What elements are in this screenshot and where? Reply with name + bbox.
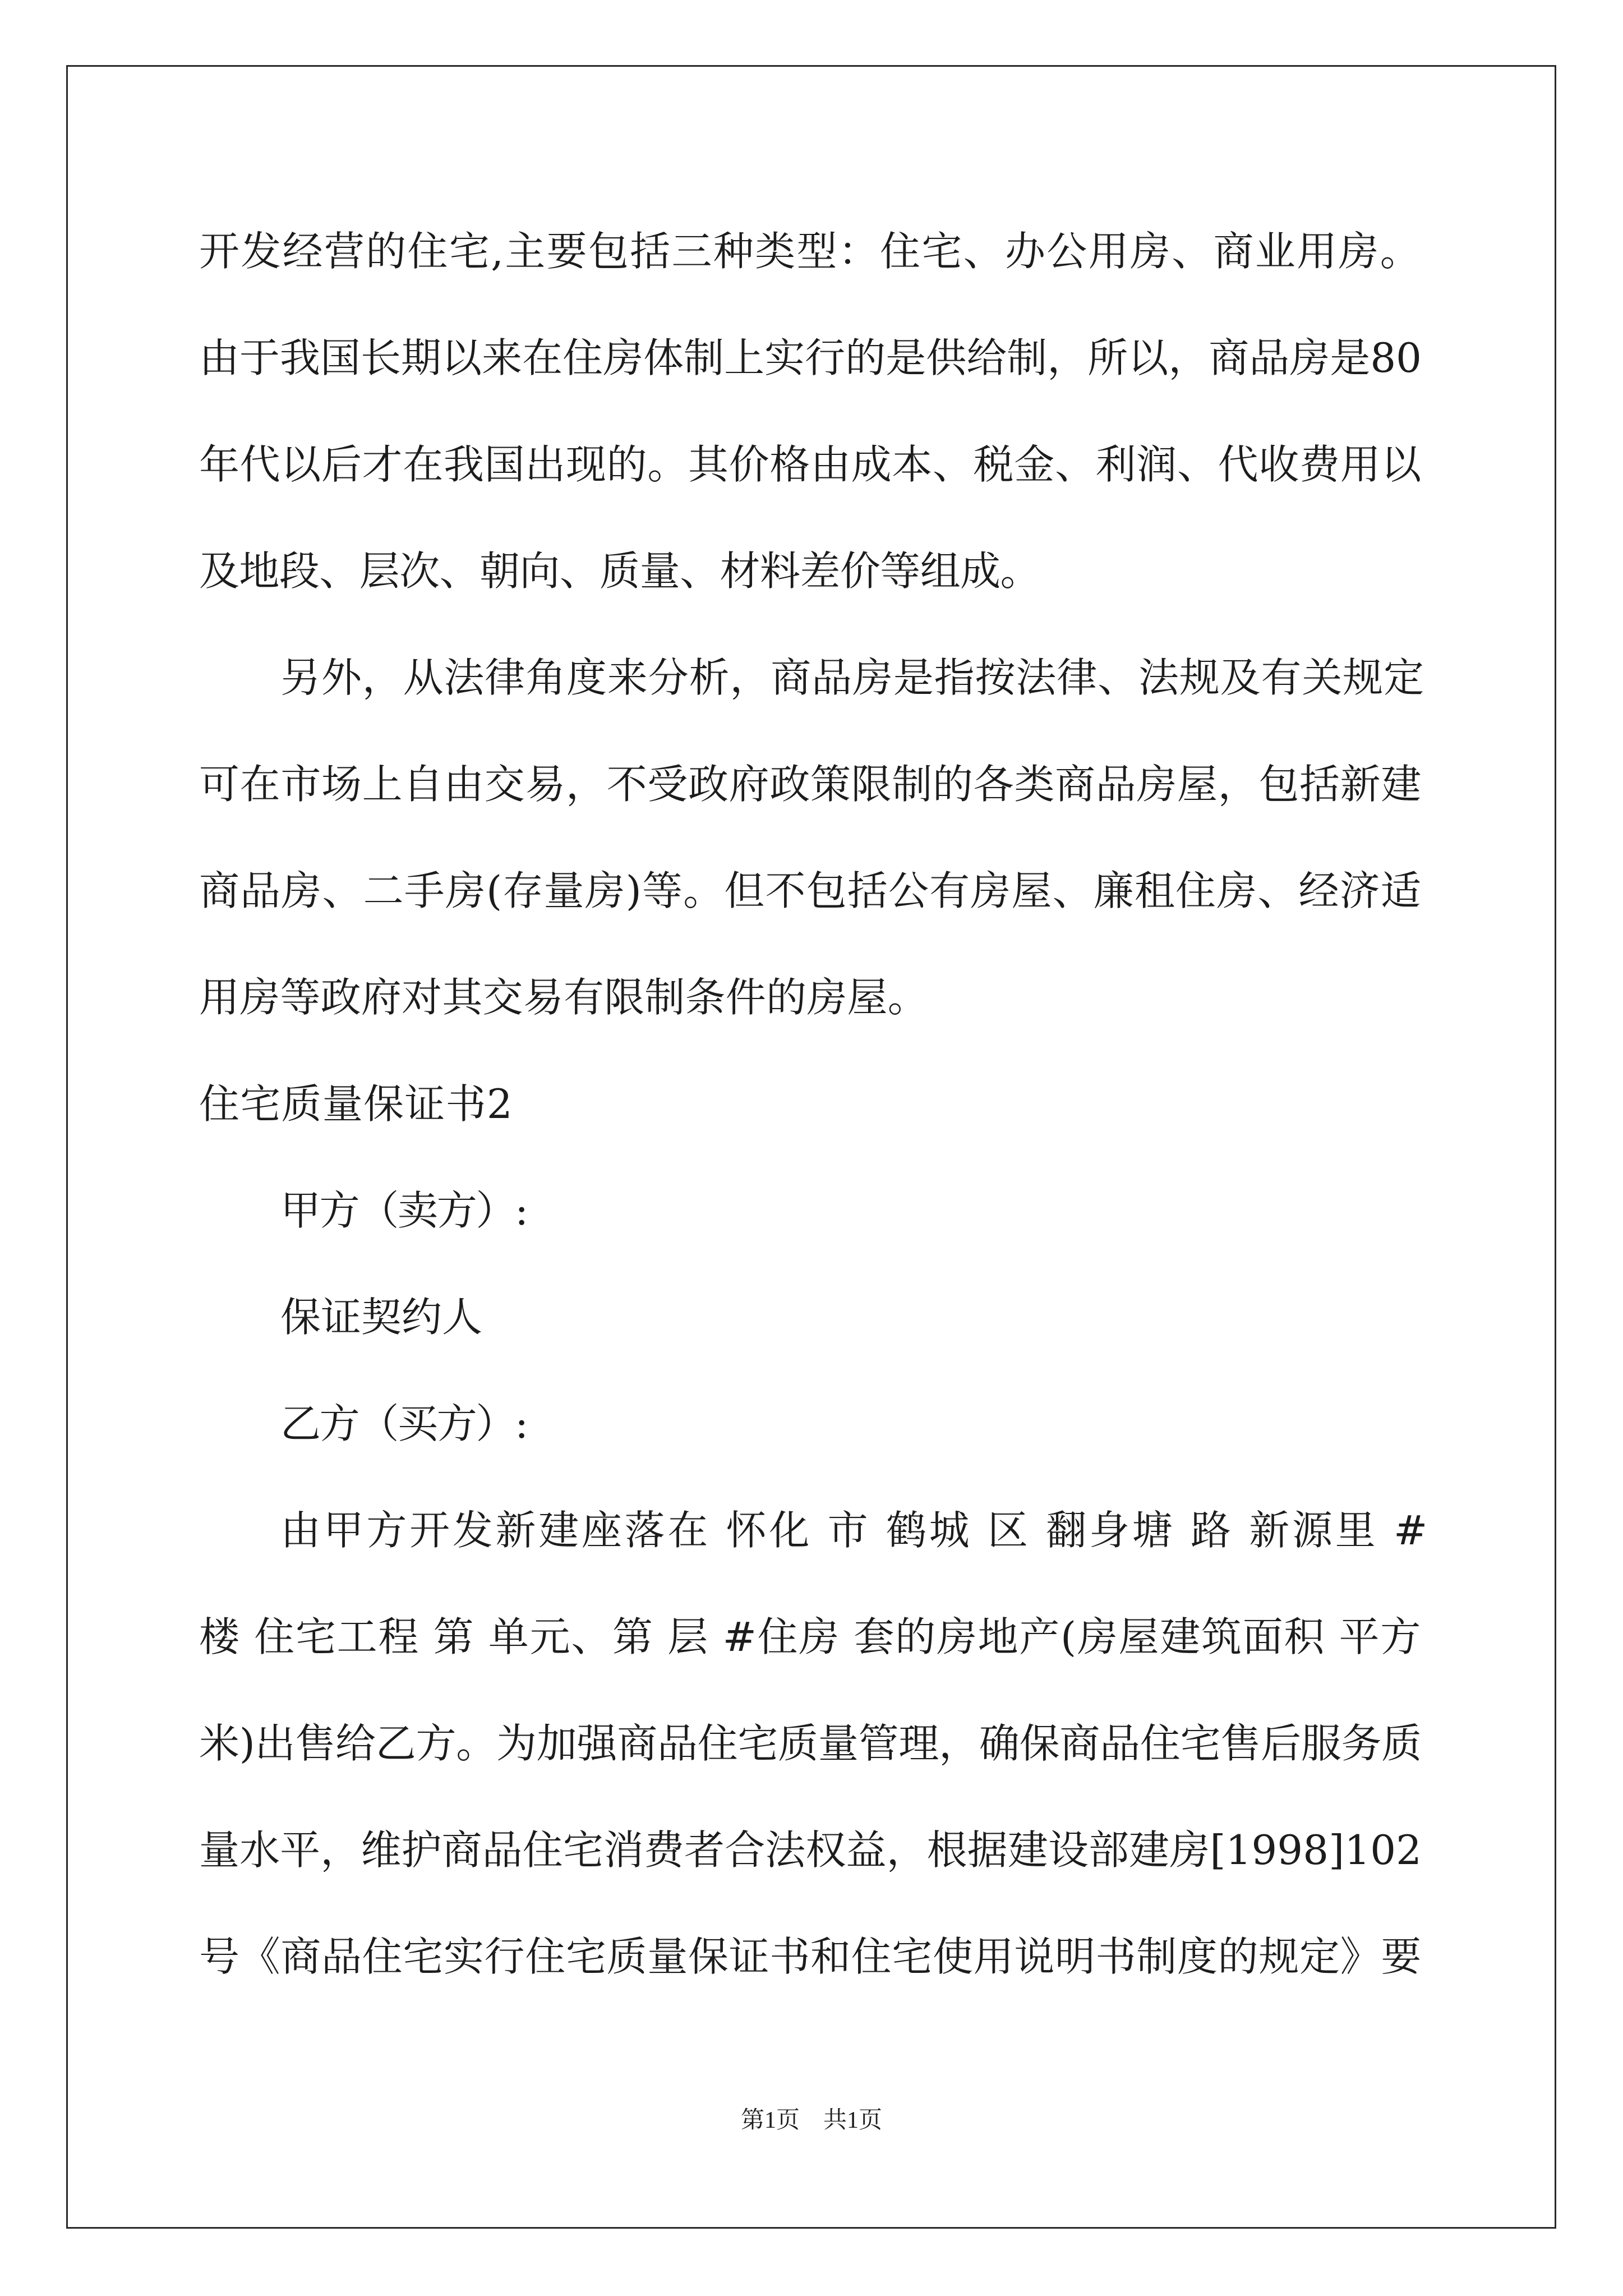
page-border — [66, 65, 1556, 2229]
body-line: 用房等政府对其交易有限制条件的房屋。 — [199, 974, 928, 1021]
paragraph-start-line: 由甲方开发新建座落在 怀化 市 鹤城 区 翻身塘 路 新源里 # — [280, 1507, 1430, 1554]
party-a-label: 甲方（卖方）: — [280, 1187, 527, 1234]
body-line: 年代以后才在我国出现的。其价格由成本、税金、利润、代收费用以 — [199, 441, 1422, 488]
guarantor-label: 保证契约人 — [280, 1294, 482, 1341]
body-line: 由于我国长期以来在住房体制上实行的是供给制，所以，商品房是80 — [199, 334, 1422, 381]
party-b-label: 乙方（买方）: — [280, 1400, 527, 1447]
body-line: 楼 住宅工程 第 单元、第 层 #住房 套的房地产(房屋建筑面积 平方 — [199, 1613, 1422, 1660]
body-line: 商品房、二手房(存量房)等。但不包括公有房屋、廉租住房、经济适 — [199, 867, 1422, 914]
body-line: 开发经营的住宅,主要包括三种类型：住宅、办公用房、商业用房。 — [199, 228, 1422, 275]
body-line: 号《商品住宅实行住宅质量保证书和住宅使用说明书制度的规定》要 — [199, 1933, 1422, 1980]
page-number-footer: 第1页 共1页 — [740, 2108, 882, 2133]
body-line: 量水平，维护商品住宅消费者合法权益，根据建设部建房[1998]102 — [199, 1826, 1422, 1874]
section-title: 住宅质量保证书2 — [199, 1080, 513, 1128]
paragraph-start-line: 另外，从法律角度来分析，商品房是指按法律、法规及有关规定 — [280, 654, 1424, 701]
body-line: 米)出售给乙方。为加强商品住宅质量管理，确保商品住宅售后服务质 — [199, 1720, 1422, 1767]
body-line: 及地段、层次、朝向、质量、材料差价等组成。 — [199, 547, 1040, 595]
body-line: 可在市场上自由交易，不受政府政策限制的各类商品房屋，包括新建 — [199, 761, 1422, 808]
